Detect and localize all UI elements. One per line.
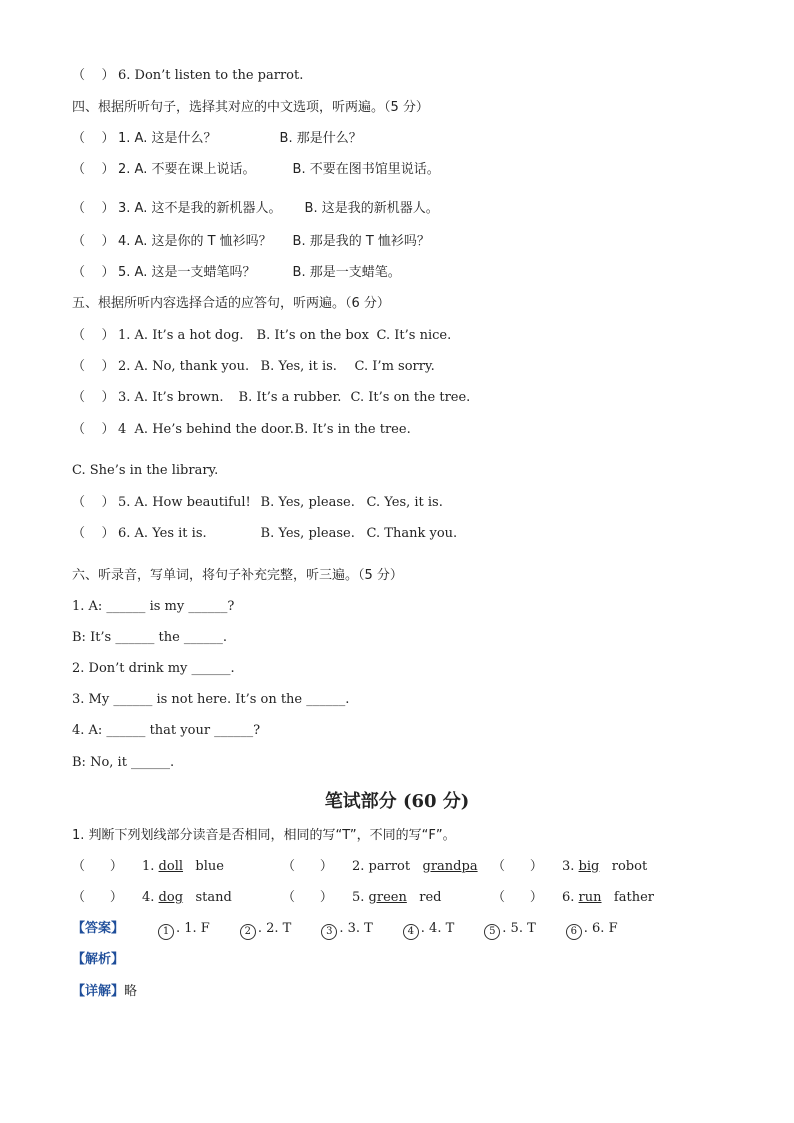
option-c: C. I’m sorry.	[354, 359, 435, 374]
wrapped-option-c: C. She’s in the library.	[72, 463, 219, 478]
fill-line: 3. My ______ is not here. It’s on the ______.	[72, 692, 350, 707]
word: red	[419, 890, 442, 905]
analysis-tag: 【解析】	[72, 952, 125, 967]
word: dog	[158, 890, 184, 905]
option-b: B. Yes, it is.	[260, 359, 337, 374]
option-a: A. It’s brown.	[134, 390, 224, 405]
word: doll	[158, 859, 184, 874]
answer-item: 2 . 2. T	[240, 920, 291, 940]
question-row: （ ） 6. A. Yes it is. B. Yes, please. C. Thank you.	[72, 526, 458, 541]
question-row: （ ） 1. A. It’s a hot dog. B. It’s on the box C. It’s nice.	[72, 328, 452, 343]
word: father	[613, 890, 654, 905]
item-text: 6. Don’t listen to the parrot.	[118, 68, 304, 83]
option-b: B. 这是我的新机器人。	[304, 201, 439, 216]
question-row: （ ） 4 A. He’s behind the door.B. It’s in the tree.	[72, 422, 411, 437]
question-row: （ ） 3. A. It’s brown. B. It’s a rubber. C. It’s on the tree.	[72, 390, 471, 405]
question-row: （ ） 4. A. 这是你的 T 恤衫吗？ B. 那是我的 T 恤衫吗？	[72, 234, 430, 249]
fill-line: B: It’s ______ the ______.	[72, 630, 228, 645]
section-heading: 五、根据所听内容选择合适的应答句，听两遍。（6 分）	[72, 296, 390, 311]
answer-item: 6 . 6. F	[566, 920, 618, 940]
option-a: A. How beautiful!	[134, 495, 251, 510]
fill-line: 4. A: ______ that your ______?	[72, 723, 261, 738]
option-c: C. It’s on the tree.	[350, 390, 471, 405]
item-line: （ ） 6. Don’t listen to the parrot.	[72, 68, 304, 83]
word: blue	[195, 859, 224, 874]
answer-item: 4 . 4. T	[403, 920, 454, 940]
analysis-row	[72, 951, 124, 969]
fill-line: 1. A: ______ is my ______?	[72, 599, 235, 614]
word: grandpa	[422, 859, 478, 874]
option-b: B. It’s a rubber.	[238, 390, 342, 405]
detail-text: 略	[124, 984, 138, 999]
fill-line: B: No, it ______.	[72, 755, 175, 770]
option-b: B. 不要在图书馆里说话。	[292, 162, 440, 177]
circled-number: 5	[484, 924, 500, 940]
option-c: C. Yes, it is.	[366, 495, 443, 510]
option-c: C. Thank you.	[366, 526, 458, 541]
word: robot	[611, 859, 648, 874]
part-title: 笔试部分 (60 分)	[324, 791, 470, 812]
section-heading: 四、根据所听句子，选择其对应的中文选项，听两遍。（5 分）	[72, 100, 429, 115]
fill-line: 2. Don’t drink my ______.	[72, 661, 235, 676]
circled-number: 3	[321, 924, 337, 940]
answer-row	[72, 920, 648, 940]
question-heading: 1. 判断下列划线部分读音是否相同，相同的写“T”，不同的写“F”。	[72, 828, 456, 843]
circled-number: 2	[240, 924, 256, 940]
option-b: B. Yes, please.	[260, 495, 355, 510]
word: run	[578, 890, 602, 905]
option-a: A. Yes it is.	[134, 526, 207, 541]
option-a: A. 这是一支蜡笔吗？	[134, 265, 256, 280]
option-a: A. No, thank you.	[134, 359, 250, 374]
option-b: B. Yes, please.	[260, 526, 355, 541]
option-b: B. 那是一支蜡笔。	[292, 265, 401, 280]
circled-number: 6	[566, 924, 582, 940]
option-a: A. 不要在课上说话。	[134, 162, 256, 177]
answer-tag: 【答案】	[72, 921, 125, 936]
option-a: A. 这是什么？	[134, 131, 217, 146]
answer-item: 3 . 3. T	[321, 920, 372, 940]
option-c: C. It’s nice.	[376, 328, 452, 343]
option-a: A. He’s behind the door.	[134, 422, 294, 437]
word: parrot	[368, 859, 411, 874]
option-b: B. 那是什么？	[279, 131, 362, 146]
detail-row	[72, 983, 137, 1001]
word: big	[578, 859, 600, 874]
option-a: A. It’s a hot dog.	[134, 328, 244, 343]
option-b: B. It’s on the box	[256, 328, 369, 343]
question-row: （ ） 2. A. No, thank you. B. Yes, it is. C. I’m sorry.	[72, 359, 435, 374]
option-b: B. It’s in the tree.	[294, 422, 411, 437]
section-heading: 六、听录音，写单词，将句子补充完整，听三遍。（5 分）	[72, 568, 403, 583]
answer-item: 5 . 5. T	[484, 920, 535, 940]
word: stand	[195, 890, 232, 905]
answer-item: 1 . 1. F	[158, 920, 210, 940]
option-b: B. 那是我的 T 恤衫吗？	[292, 234, 430, 249]
question-row: （ ） 5. A. How beautiful! B. Yes, please. C. Yes, it is.	[72, 495, 443, 510]
question-row: （ ） 3. A. 这不是我的新机器人。 B. 这是我的新机器人。	[72, 201, 439, 216]
judge-row: （ ） 4. dog stand （ ） 5. green red （ ） 6. run father	[72, 890, 654, 905]
question-row: （ ） 1. A. 这是什么？ B. 那是什么？	[72, 131, 362, 146]
option-a: A. 这不是我的新机器人。	[134, 201, 282, 216]
option-a: A. 这是你的 T 恤衫吗？	[134, 234, 272, 249]
question-row: （ ） 2. A. 不要在课上说话。 B. 不要在图书馆里说话。	[72, 162, 440, 177]
word: green	[368, 890, 407, 905]
detail-tag: 【详解】	[72, 984, 125, 999]
circled-number: 1	[158, 924, 174, 940]
question-row: （ ） 5. A. 这是一支蜡笔吗？ B. 那是一支蜡笔。	[72, 265, 401, 280]
judge-row: （ ） 1. doll blue （ ） 2. parrot grandpa （ ） 3. big robot	[72, 859, 648, 874]
circled-number: 4	[403, 924, 419, 940]
